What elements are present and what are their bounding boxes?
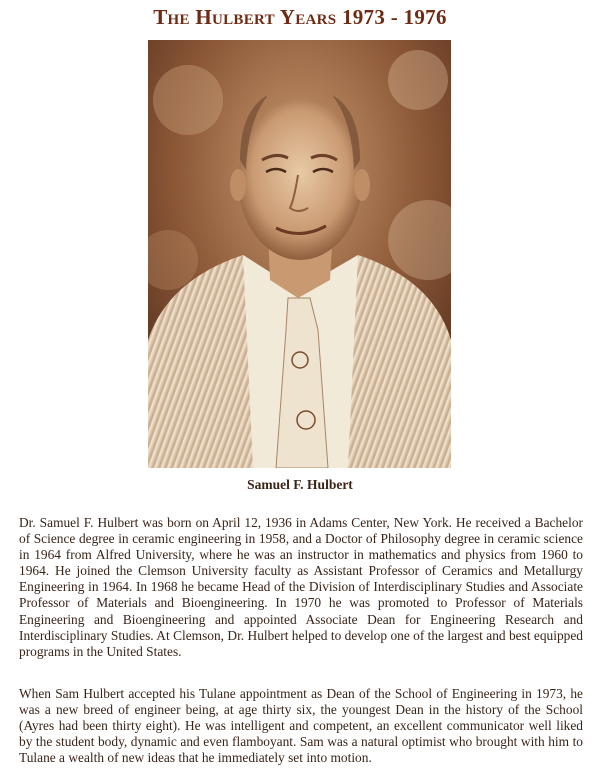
body-paragraph-1: Dr. Samuel F. Hulbert was born on April 12, 1936 in Adams Center, New York. He received a Bachelor of Science degree in ceramic engineering in 1958, and a Doctor of Philosophy degree in ceramic science in 1964 from Alfred University, where he was an instructor in mathematics and physics from 1960 to 1964. He joined the Clemson University faculty as Assistant Professor of Ceramics and Metallurgy Engineering in 1964. In 1968 he became Head of the Division of Interdisciplinary Studies and Associate Professor of Materials and Bioengineering. In 1970 he was promoted to Professor of Materials Engineering and Bioengineering and appointed Associate Dean for Engineering Research and Interdisciplinary Studies. At Clemson, Dr. Hulbert helped to develop one of the largest and best equipped programs in the United States. xyxy=(19,515,583,659)
portrait-photo xyxy=(148,40,451,468)
page-title: The Hulbert Years 1973 - 1976 xyxy=(153,5,447,29)
body-paragraph-2: When Sam Hulbert accepted his Tulane appointment as Dean of the School of Engineering in 1973, he was a new breed of engineer being, at age thirty six, the youngest Dean in the history of the School (Ayres had been thirty eight). He was intelligent and competent, an excellent communicator well liked by the student body, dynamic and even flamboyant. Sam was a natural optimist who brought with him to Tulane a wealth of new ideas that he immediately set into motion. xyxy=(19,686,583,766)
photo-caption: Samuel F. Hulbert xyxy=(247,477,353,492)
portrait-illustration xyxy=(148,40,451,468)
